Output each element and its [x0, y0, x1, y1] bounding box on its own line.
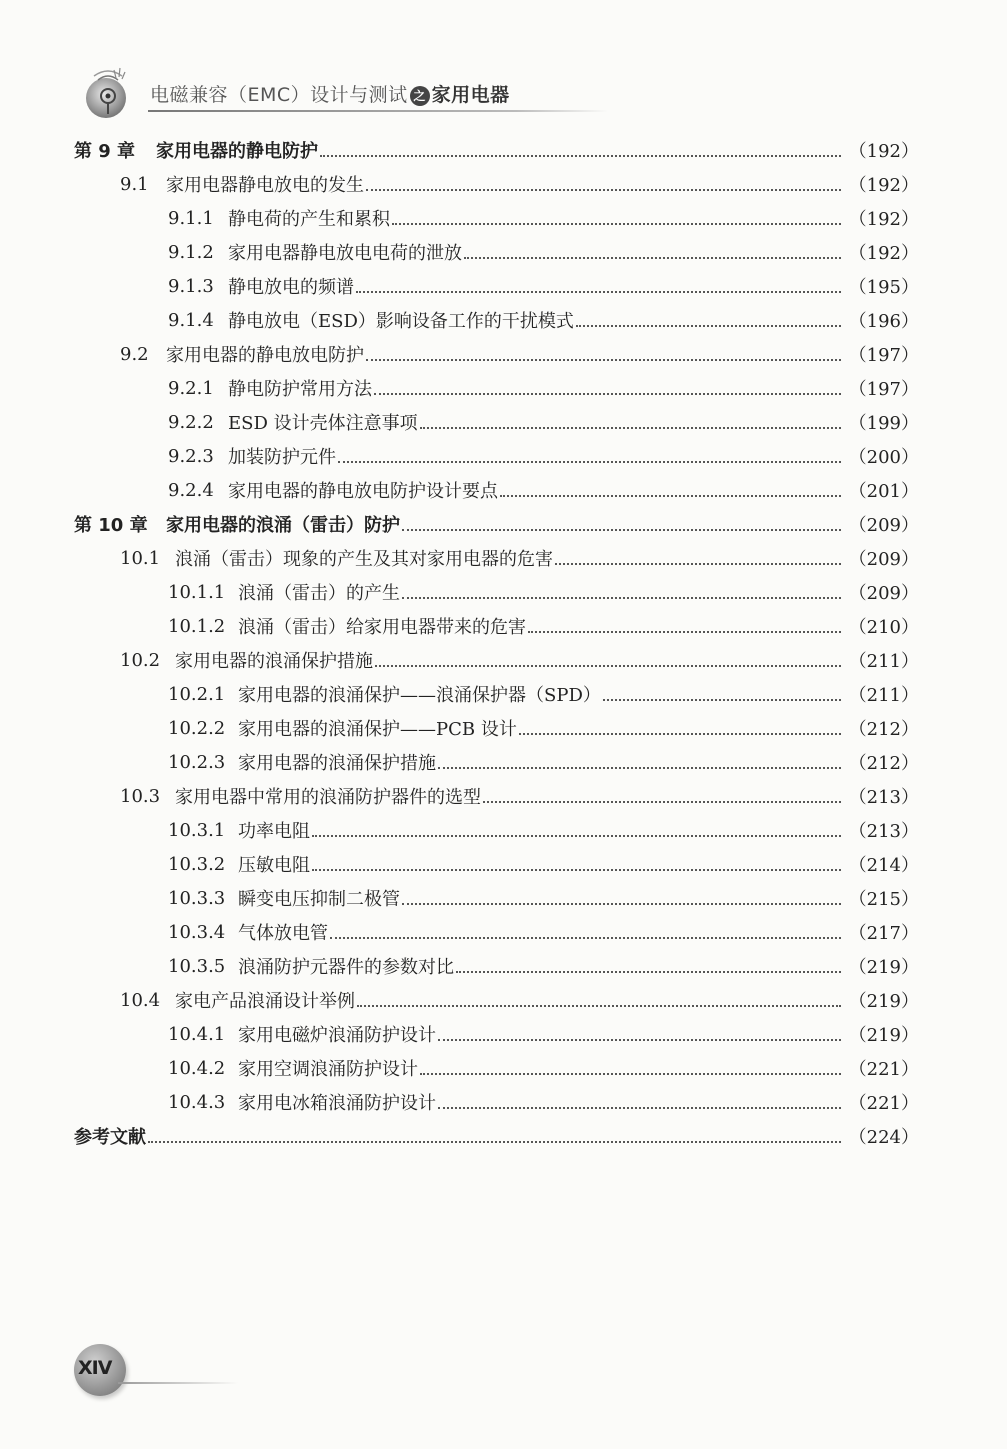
book-title: [150, 80, 510, 107]
toc-dot-leader: [402, 528, 841, 531]
toc-entry-number: 9.1.2: [168, 241, 214, 263]
toc-dot-leader: [312, 834, 841, 837]
toc-subsection-row[interactable]: [74, 201, 919, 235]
toc-entry-page: （212）: [848, 719, 919, 740]
toc-entry-number: 9.1.4: [168, 309, 214, 331]
zhi-badge-icon: 之: [410, 86, 430, 106]
toc-entry-number: 9.2.1: [168, 377, 214, 399]
toc-subsection-row[interactable]: [74, 371, 919, 405]
toc-entry-number: 10.3.1: [168, 819, 226, 841]
toc-chapter-row[interactable]: [74, 507, 919, 541]
toc-entry-number: 10.3.2: [168, 853, 226, 875]
toc-dot-leader: [438, 1038, 841, 1041]
toc-entry-title: 家用电器的静电放电防护: [166, 345, 364, 366]
toc-entry-page: （209）: [848, 583, 919, 604]
toc-subsection-row[interactable]: [74, 1085, 919, 1119]
toc-entry-number: 9.2.3: [168, 445, 214, 467]
toc-entry-page: （212）: [848, 753, 919, 774]
toc-entry-title: 家用电冰箱浪涌防护设计: [238, 1093, 436, 1114]
toc-entry-page: （219）: [848, 991, 919, 1012]
toc-entry-title: 家用电器的静电放电防护设计要点: [228, 481, 498, 502]
toc-subsection-row[interactable]: [74, 915, 919, 949]
toc-dot-leader: [402, 902, 841, 905]
toc-entry-number: 10.1: [120, 547, 161, 569]
toc-subsection-row[interactable]: [74, 847, 919, 881]
toc-entry-number: 10.4.3: [168, 1091, 226, 1113]
toc-subsection-row[interactable]: [74, 745, 919, 779]
toc-subsection-row[interactable]: [74, 813, 919, 847]
toc-entry-number: 10.4.2: [168, 1057, 226, 1079]
toc-entry-title: 家用电器的浪涌保护措施: [238, 753, 436, 774]
toc-dot-leader: [438, 1106, 841, 1109]
toc-dot-leader: [500, 494, 841, 497]
toc-entry-title: 家电产品浪涌设计举例: [175, 991, 355, 1012]
toc-entry-title: 静电放电（ESD）影响设备工作的干扰模式: [228, 311, 574, 332]
page-number: XIV: [78, 1357, 112, 1379]
toc-entry-title: 气体放电管: [238, 923, 328, 944]
toc-dot-leader: [483, 800, 841, 803]
page-footer: [68, 1338, 178, 1398]
toc-dot-leader: [375, 664, 841, 667]
emc-logo-icon: [78, 66, 138, 120]
toc-dot-leader: [392, 222, 841, 225]
toc-dot-leader: [374, 392, 841, 395]
toc-entry-number: 9.1: [120, 173, 149, 195]
toc-dot-leader: [366, 188, 841, 191]
toc-entry-page: （209）: [848, 515, 919, 536]
toc-entry-number: 10.4: [120, 989, 161, 1011]
toc-entry-title: 家用电器的浪涌保护——浪涌保护器（SPD）: [238, 685, 601, 706]
toc-subsection-row[interactable]: [74, 303, 919, 337]
toc-entry-title: 家用电器静电放电电荷的泄放: [228, 243, 462, 264]
table-of-contents: [74, 133, 919, 1153]
toc-section-row[interactable]: [74, 779, 919, 813]
book-title-main: 电磁兼容（EMC）设计与测试: [150, 84, 408, 106]
book-title-sub: 家用电器: [431, 84, 510, 106]
toc-entry-page: （219）: [848, 1025, 919, 1046]
toc-entry-page: （197）: [848, 379, 919, 400]
toc-entry-title: 家用电器静电放电的发生: [166, 175, 364, 196]
toc-entry-title: 浪涌防护元器件的参数对比: [238, 957, 454, 978]
toc-entry-number: 9.2: [120, 343, 149, 365]
toc-entry-number: 9.1.3: [168, 275, 214, 297]
toc-subsection-row[interactable]: [74, 439, 919, 473]
footer-divider: [118, 1382, 238, 1384]
toc-entry-title: 浪涌（雷击）的产生: [238, 583, 400, 604]
toc-entry-number: 10.3.3: [168, 887, 226, 909]
toc-entry-number: 10.3.4: [168, 921, 226, 943]
toc-subsection-row[interactable]: [74, 269, 919, 303]
toc-dot-leader: [338, 460, 841, 463]
header-divider: [148, 110, 608, 112]
toc-entry-page: （224）: [848, 1127, 919, 1148]
toc-entry-page: （213）: [848, 821, 919, 842]
toc-section-row[interactable]: [74, 983, 919, 1017]
toc-entry-title: 浪涌（雷击）现象的产生及其对家用电器的危害: [175, 549, 553, 570]
toc-entry-title: 压敏电阻: [238, 855, 310, 876]
toc-entry-number: 10.2.2: [168, 717, 226, 739]
toc-entry-number: 9.2.4: [168, 479, 214, 501]
toc-entry-number: 10.2.3: [168, 751, 226, 773]
toc-entry-title: 功率电阻: [238, 821, 310, 842]
toc-entry-number: 10.1.2: [168, 615, 226, 637]
toc-section-row[interactable]: [74, 643, 919, 677]
page-header: [70, 62, 550, 120]
toc-dot-leader: [519, 732, 841, 735]
toc-subsection-row[interactable]: [74, 575, 919, 609]
toc-dot-leader: [312, 868, 841, 871]
toc-section-row[interactable]: [74, 541, 919, 575]
toc-dot-leader: [456, 970, 841, 973]
toc-dot-leader: [464, 256, 841, 259]
toc-entry-number: 10.4.1: [168, 1023, 226, 1045]
toc-entry-page: （213）: [848, 787, 919, 808]
toc-subsection-row[interactable]: [74, 711, 919, 745]
toc-entry-title: 家用电器中常用的浪涌防护器件的选型: [175, 787, 481, 808]
toc-entry-page: （192）: [848, 175, 919, 196]
toc-entry-page: （196）: [848, 311, 919, 332]
toc-entry-title: 家用电器的静电防护: [156, 141, 318, 162]
toc-entry-title: 加装防护元件: [228, 447, 336, 468]
toc-entry-title: 家用电器的浪涌保护措施: [175, 651, 373, 672]
toc-entry-number: 10.3.5: [168, 955, 226, 977]
toc-entry-page: （221）: [848, 1059, 919, 1080]
toc-entry-page: （219）: [848, 957, 919, 978]
toc-dot-leader: [603, 698, 841, 701]
toc-entry-title: 瞬变电压抑制二极管: [238, 889, 400, 910]
toc-entry-title: 家用电器的浪涌保护——PCB 设计: [238, 719, 517, 740]
toc-entry-title: 参考文献: [74, 1127, 146, 1148]
toc-entry-title: 浪涌（雷击）给家用电器带来的危害: [238, 617, 526, 638]
toc-subsection-row[interactable]: [74, 473, 919, 507]
toc-entry-title: 静电防护常用方法: [228, 379, 372, 400]
toc-entry-number: 9.1.1: [168, 207, 214, 229]
toc-section-row[interactable]: [74, 167, 919, 201]
toc-section-row[interactable]: [74, 337, 919, 371]
toc-dot-leader: [420, 1072, 841, 1075]
toc-dot-leader: [320, 154, 841, 157]
toc-dot-leader: [438, 766, 841, 769]
toc-entry-page: （210）: [848, 617, 919, 638]
toc-subsection-row[interactable]: [74, 1051, 919, 1085]
toc-subsection-row[interactable]: [74, 677, 919, 711]
toc-entry-page: （200）: [848, 447, 919, 468]
toc-entry-number: 第 9 章: [74, 141, 136, 162]
toc-entry-page: （214）: [848, 855, 919, 876]
toc-entry-title: 静电放电的频谱: [228, 277, 354, 298]
toc-entry-title: 家用电磁炉浪涌防护设计: [238, 1025, 436, 1046]
toc-entry-number: 10.3: [120, 785, 161, 807]
toc-entry-title: 家用电器的浪涌（雷击）防护: [166, 515, 400, 536]
toc-dot-leader: [366, 358, 841, 361]
toc-entry-page: （192）: [848, 141, 919, 162]
toc-entry-number: 10.2.1: [168, 683, 226, 705]
toc-entry-page: （197）: [848, 345, 919, 366]
toc-entry-title: 家用空调浪涌防护设计: [238, 1059, 418, 1080]
toc-entry-title: 静电荷的产生和累积: [228, 209, 390, 230]
toc-chapter-row[interactable]: [74, 1119, 919, 1153]
toc-subsection-row[interactable]: [74, 1017, 919, 1051]
toc-entry-page: （192）: [848, 209, 919, 230]
toc-entry-page: （215）: [848, 889, 919, 910]
toc-entry-page: （201）: [848, 481, 919, 502]
toc-dot-leader: [576, 324, 841, 327]
toc-chapter-row[interactable]: [74, 133, 919, 167]
toc-dot-leader: [528, 630, 841, 633]
toc-entry-page: （221）: [848, 1093, 919, 1114]
toc-entry-page: （217）: [848, 923, 919, 944]
toc-entry-title: ESD 设计壳体注意事项: [228, 413, 418, 434]
toc-dot-leader: [356, 290, 841, 293]
toc-entry-page: （199）: [848, 413, 919, 434]
toc-subsection-row[interactable]: [74, 949, 919, 983]
toc-entry-number: 9.2.2: [168, 411, 214, 433]
toc-entry-page: （211）: [848, 651, 919, 672]
toc-dot-leader: [420, 426, 841, 429]
toc-entry-page: （195）: [848, 277, 919, 298]
toc-subsection-row[interactable]: [74, 405, 919, 439]
toc-entry-number: 第 10 章: [74, 515, 148, 536]
toc-entry-page: （192）: [848, 243, 919, 264]
toc-subsection-row[interactable]: [74, 235, 919, 269]
toc-dot-leader: [402, 596, 841, 599]
toc-subsection-row[interactable]: [74, 881, 919, 915]
toc-dot-leader: [555, 562, 841, 565]
toc-dot-leader: [148, 1140, 841, 1143]
toc-subsection-row[interactable]: [74, 609, 919, 643]
toc-entry-page: （211）: [848, 685, 919, 706]
toc-entry-number: 10.2: [120, 649, 161, 671]
toc-entry-page: （209）: [848, 549, 919, 570]
toc-dot-leader: [330, 936, 841, 939]
toc-entry-number: 10.1.1: [168, 581, 226, 603]
toc-dot-leader: [357, 1004, 841, 1007]
